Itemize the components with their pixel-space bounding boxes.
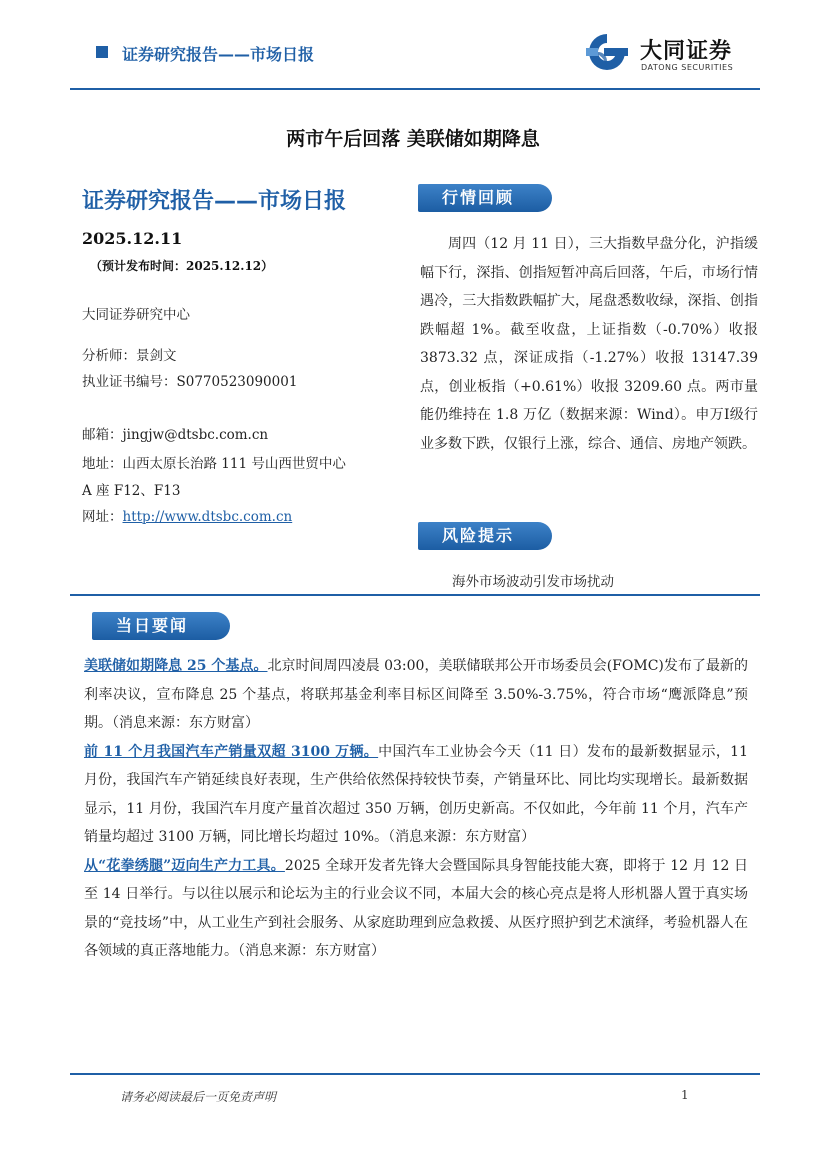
- news-item: [84, 738, 748, 852]
- news-headline[interactable]: 美联储如期降息 25 个基点。: [84, 658, 268, 674]
- address-line-2: A 座 F12、F13: [82, 483, 181, 499]
- footer-divider: [70, 1073, 760, 1075]
- email: 邮箱：jingjw@dtsbc.com.cn: [82, 427, 269, 443]
- page-number: 1: [681, 1088, 689, 1102]
- news-item: [84, 652, 748, 738]
- address-line-1: 地址：山西太原长治路 111 号山西世贸中心: [82, 456, 346, 472]
- risk-warning-label: 风险提示: [418, 522, 552, 550]
- website-label: 网址：: [82, 509, 123, 525]
- news-body: 北京时间周四凌晨 03:00，美联储联邦公开市场委员会(FOMC)发布了最新的利率决议，宣布降息 25 个基点，将联邦基金利率目标区间降至 3.50%-3.75%，符合市场“鹰派降息”预期。（消息来源：东方财富）: [84, 658, 748, 731]
- news-item: [84, 852, 748, 966]
- news-body: 中国汽车工业协会今天（11 日）发布的最新数据显示，11 月份，我国汽车产销延续良好表现，生产供给依然保持较快节奏，产销量环比、同比均实现增长。最新数据显示，11 月份，我国汽车月度产量首次超过 350 万辆，创历史新高。不仅如此，今年前 11 个月，汽车产销量均超过 3100 万辆，同比增长均超过 10%。（消息来源：东方财富）: [84, 743, 748, 845]
- datong-logo-icon: [582, 30, 632, 74]
- news-divider: [70, 594, 760, 596]
- certificate-number: 执业证书编号：S0770523090001: [82, 374, 298, 390]
- market-review-text: 周四（12 月 11 日），三大指数早盘分化，沪指缓幅下行，深指、创指短暂冲高后回落，午后，市场行情遇冷，三大指数跌幅扩大，尾盘悉数收绿，深指、创指跌幅超 1%。截至收盘，上证指数（-0.70%）收报 3873.32 点，深证成指（-1.27%）收报 13147.39 点，创业板指（+0.61%）收报 3209.60 点。两市量能仍维持在 1.8 万亿（数据来源：Wind）。申万Ⅰ级行业多数下跌，仅银行上涨，综合、通信、房地产领跌。: [420, 236, 758, 452]
- daily-news-label: 当日要闻: [92, 612, 230, 640]
- news-headline[interactable]: 前 11 个月我国汽车产销量双超 3100 万辆。: [84, 743, 379, 760]
- website: [82, 505, 292, 525]
- report-date: 2025.12.11: [82, 229, 183, 248]
- research-center: 大同证券研究中心: [82, 307, 190, 323]
- logo-text-cn: 大同证券: [640, 39, 733, 64]
- website-link[interactable]: http://www.dtsbc.com.cn: [122, 509, 293, 525]
- logo-text-en: DATONG SECURITIES: [641, 63, 734, 72]
- analyst: 分析师：景剑文: [82, 348, 177, 364]
- header-square-marker: [96, 46, 108, 58]
- news-list: [84, 652, 748, 966]
- header-divider: [70, 88, 760, 90]
- footer-disclaimer: 请务必阅读最后一页免责声明: [120, 1090, 277, 1104]
- news-body: 2025 全球开发者先锋大会暨国际具身智能技能大赛，即将于 12 月 12 日至 14 日举行。与以往以展示和论坛为主的行业会议不同，本届大会的核心亮点是将人形机器人置于真实场景的“竞技场”中，从工业生产到社会服务、从家庭助理到应急救援、从医疗照护到艺术演绎，考验机器人在各领域的真正落地能力。（消息来源：东方财富）: [84, 857, 748, 959]
- news-headline[interactable]: 从“花拳绣腿”迈向生产力工具。: [84, 857, 285, 874]
- header-report-type: 证券研究报告——市场日报: [122, 45, 315, 64]
- report-type-title: 证券研究报告——市场日报: [82, 189, 347, 214]
- risk-warning-text: 海外市场波动引发市场扰动: [452, 574, 614, 590]
- market-review-label: 行情回顾: [418, 184, 552, 212]
- page-title: 两市午后回落 美联储如期降息: [286, 128, 540, 150]
- publish-time: （预计发布时间：2025.12.12）: [90, 259, 274, 273]
